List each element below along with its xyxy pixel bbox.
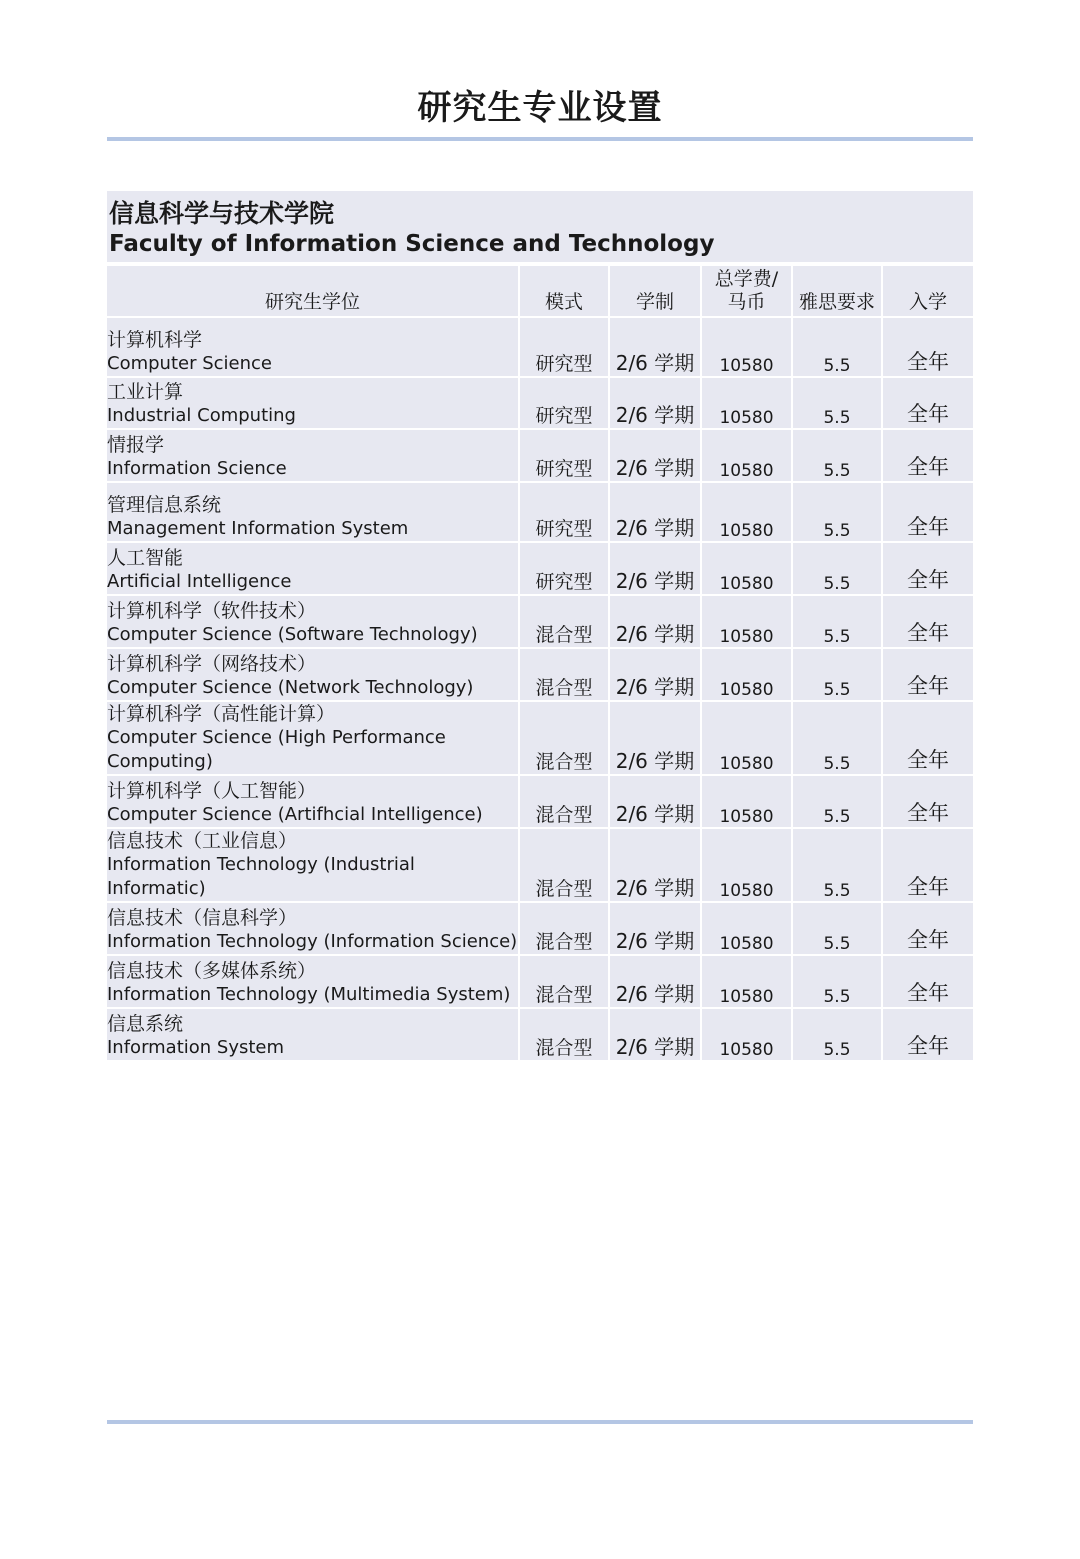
program-mode: 混合型 — [519, 955, 609, 1008]
header-duration: 学制 — [609, 265, 701, 317]
program-mode: 混合型 — [519, 648, 609, 701]
program-mode: 研究型 — [519, 542, 609, 595]
table-row — [107, 542, 973, 595]
table-row — [107, 429, 973, 482]
table-row — [107, 701, 973, 775]
program-fee: 10580 — [701, 828, 792, 902]
program-duration: 2/6 学期 — [609, 775, 701, 828]
program-intake: 全年 — [882, 1008, 973, 1061]
program-name-en: Information Technology (Industrial Informatic) — [107, 854, 415, 899]
header-mode: 模式 — [519, 265, 609, 317]
program-intake: 全年 — [882, 317, 973, 377]
program-intake: 全年 — [882, 429, 973, 482]
program-name-en: Artificial Intelligence — [107, 571, 292, 592]
program-name-cell — [107, 317, 519, 377]
program-duration: 2/6 学期 — [609, 701, 701, 775]
program-fee: 10580 — [701, 902, 792, 955]
program-ielts: 5.5 — [792, 955, 882, 1008]
program-name-cell — [107, 955, 519, 1008]
program-mode: 研究型 — [519, 429, 609, 482]
program-mode: 混合型 — [519, 701, 609, 775]
program-fee: 10580 — [701, 429, 792, 482]
program-name-zh: 计算机科学（软件技术） — [107, 600, 317, 622]
program-fee: 10580 — [701, 1008, 792, 1061]
program-mode: 研究型 — [519, 377, 609, 429]
program-name-en: Information Technology (Multimedia System) — [107, 984, 511, 1005]
program-fee: 10580 — [701, 317, 792, 377]
program-duration: 2/6 学期 — [609, 482, 701, 542]
program-name-cell — [107, 701, 519, 775]
program-intake: 全年 — [882, 701, 973, 775]
program-duration: 2/6 学期 — [609, 377, 701, 429]
program-duration: 2/6 学期 — [609, 955, 701, 1008]
faculty-name-zh: 信息科学与技术学院 — [109, 199, 335, 228]
program-mode: 研究型 — [519, 482, 609, 542]
program-intake: 全年 — [882, 648, 973, 701]
program-name-zh: 信息技术（工业信息） — [107, 830, 298, 852]
program-name-zh: 信息系统 — [107, 1013, 184, 1035]
table-row — [107, 1008, 973, 1061]
program-name-zh: 管理信息系统 — [107, 494, 222, 516]
programs-table — [107, 264, 973, 1062]
program-name-zh: 计算机科学（人工智能） — [107, 780, 317, 802]
header-intake: 入学 — [882, 265, 973, 317]
program-intake: 全年 — [882, 377, 973, 429]
program-mode: 混合型 — [519, 775, 609, 828]
table-row — [107, 317, 973, 377]
program-fee: 10580 — [701, 775, 792, 828]
program-intake: 全年 — [882, 775, 973, 828]
header-degree: 研究生学位 — [107, 265, 519, 317]
program-intake: 全年 — [882, 828, 973, 902]
program-duration: 2/6 学期 — [609, 317, 701, 377]
program-mode: 混合型 — [519, 902, 609, 955]
program-ielts: 5.5 — [792, 775, 882, 828]
table-row — [107, 775, 973, 828]
header-ielts: 雅思要求 — [792, 265, 882, 317]
table-row — [107, 648, 973, 701]
program-fee: 10580 — [701, 542, 792, 595]
program-fee: 10580 — [701, 701, 792, 775]
program-name-en: Information Science — [107, 458, 287, 479]
program-fee: 10580 — [701, 955, 792, 1008]
program-name-en: Information Technology (Information Science) — [107, 931, 518, 952]
program-name-cell — [107, 377, 519, 429]
program-ielts: 5.5 — [792, 595, 882, 648]
program-duration: 2/6 学期 — [609, 828, 701, 902]
table-row — [107, 377, 973, 429]
program-duration: 2/6 学期 — [609, 429, 701, 482]
program-mode: 混合型 — [519, 595, 609, 648]
program-name-en: Information System — [107, 1037, 285, 1058]
faculty-section — [107, 191, 973, 1062]
program-intake: 全年 — [882, 902, 973, 955]
program-mode: 混合型 — [519, 828, 609, 902]
program-name-en: Computer Science — [107, 353, 272, 374]
header-fee: 总学费/ 马币 — [701, 265, 792, 317]
program-intake: 全年 — [882, 595, 973, 648]
program-duration: 2/6 学期 — [609, 595, 701, 648]
program-name-zh: 计算机科学（网络技术） — [107, 653, 317, 675]
program-name-zh: 计算机科学 — [107, 329, 203, 351]
program-intake: 全年 — [882, 482, 973, 542]
program-ielts: 5.5 — [792, 828, 882, 902]
bottom-divider — [107, 1420, 973, 1424]
program-fee: 10580 — [701, 648, 792, 701]
program-ielts: 5.5 — [792, 317, 882, 377]
program-name-cell — [107, 542, 519, 595]
program-ielts: 5.5 — [792, 377, 882, 429]
table-header-row — [107, 265, 973, 317]
program-ielts: 5.5 — [792, 1008, 882, 1061]
page-title: 研究生专业设置 — [417, 88, 663, 128]
program-duration: 2/6 学期 — [609, 1008, 701, 1061]
table-row — [107, 902, 973, 955]
program-name-zh: 信息技术（多媒体系统） — [107, 960, 317, 982]
program-name-cell — [107, 482, 519, 542]
program-duration: 2/6 学期 — [609, 542, 701, 595]
program-duration: 2/6 学期 — [609, 648, 701, 701]
program-name-zh: 工业计算 — [107, 381, 184, 403]
program-name-zh: 信息技术（信息科学） — [107, 907, 298, 929]
program-name-en: Management Information System — [107, 518, 409, 539]
program-name-en: Computer Science (Network Technology) — [107, 677, 474, 698]
program-fee: 10580 — [701, 482, 792, 542]
table-row — [107, 828, 973, 902]
program-name-zh: 计算机科学（高性能计算） — [107, 703, 336, 725]
table-body — [107, 317, 973, 1061]
faculty-name-en: Faculty of Information Science and Technology — [109, 231, 715, 257]
program-mode: 混合型 — [519, 1008, 609, 1061]
table-row — [107, 595, 973, 648]
program-ielts: 5.5 — [792, 902, 882, 955]
top-divider — [107, 137, 973, 141]
program-ielts: 5.5 — [792, 648, 882, 701]
program-name-cell — [107, 648, 519, 701]
table-row — [107, 955, 973, 1008]
program-name-en: Computer Science (Software Technology) — [107, 624, 478, 645]
program-name-cell — [107, 429, 519, 482]
program-ielts: 5.5 — [792, 429, 882, 482]
program-ielts: 5.5 — [792, 701, 882, 775]
program-name-zh: 人工智能 — [107, 547, 184, 569]
program-ielts: 5.5 — [792, 542, 882, 595]
program-duration: 2/6 学期 — [609, 902, 701, 955]
program-name-cell — [107, 595, 519, 648]
program-name-en: Industrial Computing — [107, 405, 296, 426]
table-row — [107, 482, 973, 542]
program-name-cell — [107, 828, 519, 902]
program-fee: 10580 — [701, 595, 792, 648]
program-name-cell — [107, 902, 519, 955]
program-name-zh: 情报学 — [107, 434, 165, 456]
program-mode: 研究型 — [519, 317, 609, 377]
program-name-cell — [107, 1008, 519, 1061]
program-intake: 全年 — [882, 955, 973, 1008]
program-fee: 10580 — [701, 377, 792, 429]
program-intake: 全年 — [882, 542, 973, 595]
program-name-cell — [107, 775, 519, 828]
program-name-en: Computer Science (High Performance Computing) — [107, 727, 446, 772]
program-name-en: Computer Science (Artifhcial Intelligence) — [107, 804, 483, 825]
program-ielts: 5.5 — [792, 482, 882, 542]
faculty-header — [107, 191, 973, 264]
